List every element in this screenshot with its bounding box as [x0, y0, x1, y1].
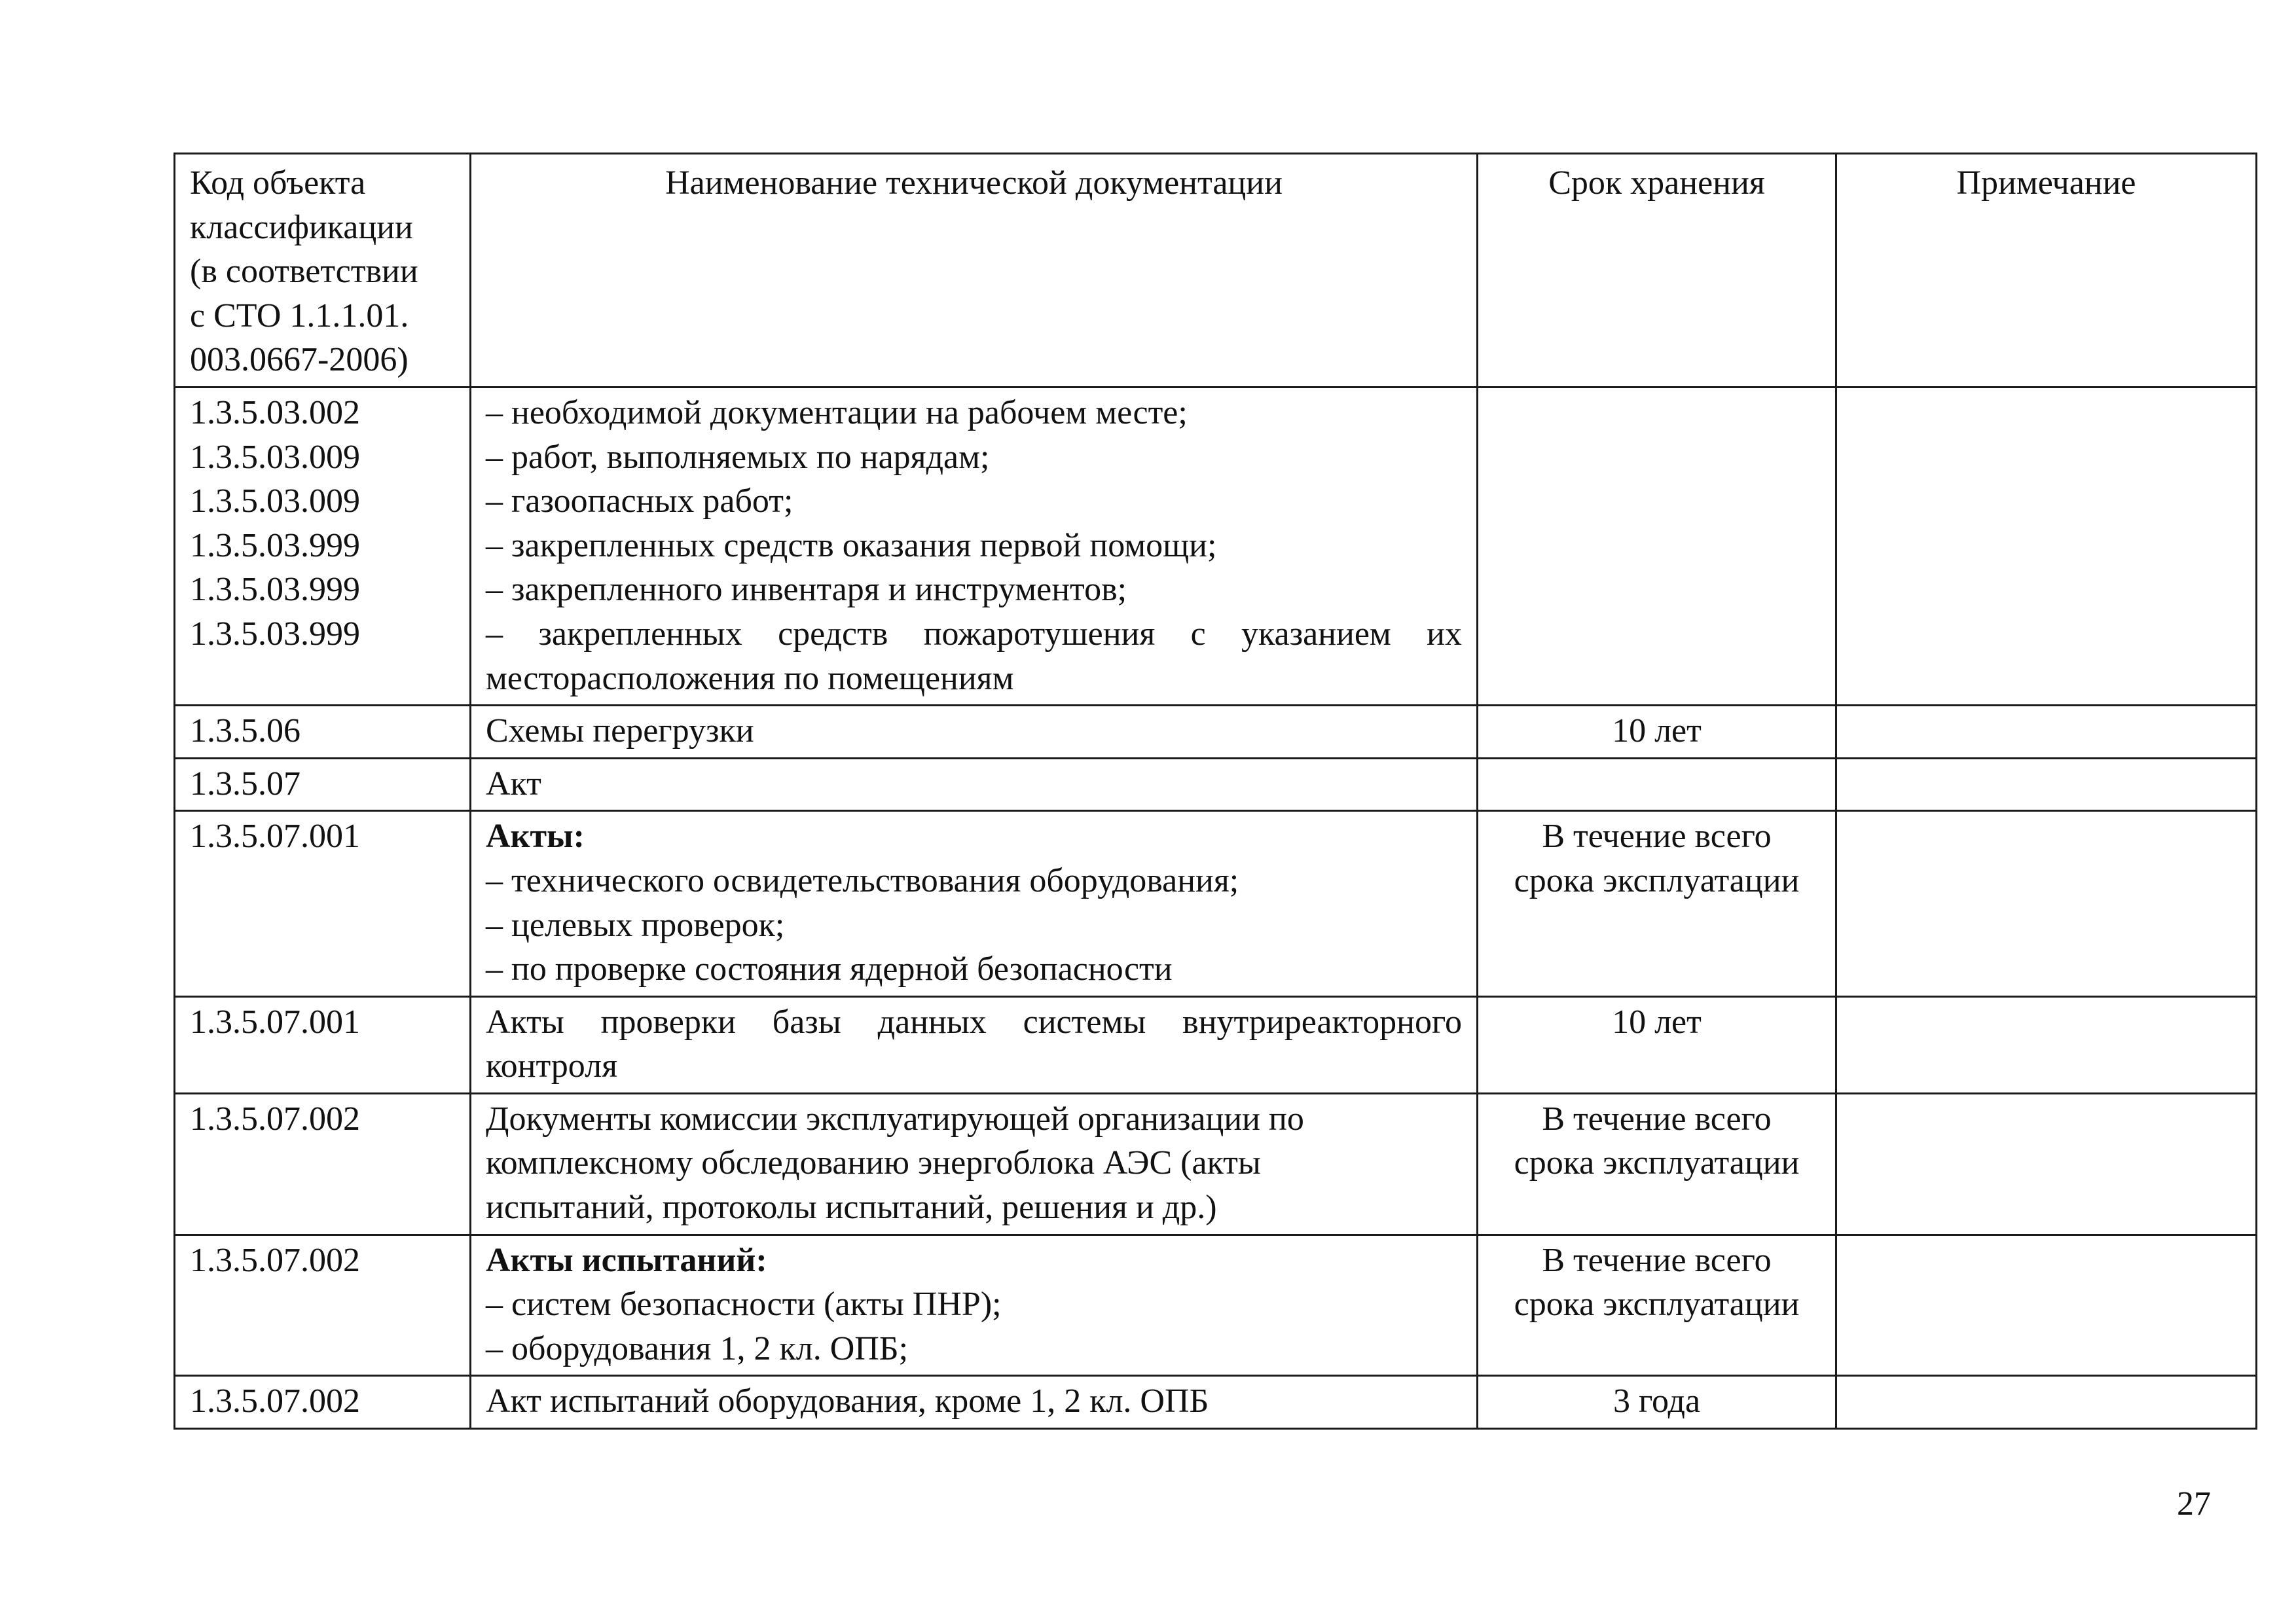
- cell-term: [1478, 811, 1836, 996]
- name-line: месторасположения по помещениям: [486, 659, 1014, 697]
- table-row: [175, 706, 2257, 759]
- cell-note: [1836, 1235, 2257, 1376]
- name-line: Акты проверки базы данных системы внутриреакторного: [486, 1003, 1462, 1041]
- cell-term: 10 лет: [1478, 996, 1836, 1093]
- header-code: [175, 154, 471, 388]
- term-line: срока эксплуатации: [1514, 1286, 1800, 1324]
- header-term: Срок хранения: [1478, 154, 1836, 388]
- code-line: 1.3.5.03.999: [190, 615, 360, 653]
- code-line: 1.3.5.03.002: [190, 393, 360, 431]
- cell-term: [1478, 758, 1836, 811]
- table-row: [175, 1235, 2257, 1376]
- table-row: [175, 811, 2257, 996]
- cell-term: 10 лет: [1478, 706, 1836, 759]
- table-row-section: [175, 758, 2257, 811]
- table-row: [175, 1093, 2257, 1235]
- name-line: – закрепленных средств пожаротушения с указанием их: [486, 615, 1462, 653]
- table-row: [175, 1376, 2257, 1429]
- table-header-row: [175, 154, 2257, 388]
- cell-name: [471, 996, 1478, 1093]
- cell-code: 1.3.5.07.001: [175, 996, 471, 1093]
- table-row: [175, 996, 2257, 1093]
- cell-note: [1836, 1376, 2257, 1429]
- code-line: 1.3.5.03.009: [190, 482, 360, 520]
- documentation-table: [173, 153, 2257, 1430]
- cell-code: 1.3.5.07: [175, 758, 471, 811]
- cell-name: [471, 811, 1478, 996]
- cell-code: 1.3.5.07.002: [175, 1235, 471, 1376]
- name-line: – закрепленных средств оказания первой помощи;: [486, 526, 1217, 564]
- header-code-line: с СТО 1.1.1.01.: [190, 297, 409, 334]
- name-line: – оборудования 1, 2 кл. ОПБ;: [486, 1329, 909, 1367]
- cell-note: [1836, 811, 2257, 996]
- cell-code: 1.3.5.07.001: [175, 811, 471, 996]
- name-line: – необходимой документации на рабочем месте;: [486, 393, 1188, 431]
- cell-note: [1836, 1093, 2257, 1235]
- term-line: срока эксплуатации: [1514, 1144, 1800, 1182]
- cell-term: [1478, 1093, 1836, 1235]
- cell-code: 1.3.5.07.002: [175, 1376, 471, 1429]
- cell-code: [175, 387, 471, 705]
- cell-term: [1478, 387, 1836, 705]
- cell-name: Акт: [471, 758, 1478, 811]
- term-line: В течение всего: [1542, 1241, 1772, 1279]
- cell-code: 1.3.5.06: [175, 706, 471, 759]
- name-line: – работ, выполняемых по нарядам;: [486, 438, 990, 476]
- header-name: Наименование технической документации: [471, 154, 1478, 388]
- header-code-line: (в соответствии: [190, 253, 418, 291]
- cell-term: 3 года: [1478, 1376, 1836, 1429]
- name-line: – технического освидетельствования оборудования;: [486, 861, 1239, 899]
- name-title: Акты испытаний:: [486, 1241, 767, 1279]
- cell-note: [1836, 706, 2257, 759]
- header-code-line: 003.0667-2006): [190, 341, 409, 379]
- header-code-line: классификации: [190, 208, 413, 246]
- table-row: [175, 387, 2257, 705]
- term-line: В течение всего: [1542, 818, 1772, 856]
- page-number: 27: [2177, 1485, 2211, 1523]
- name-line: – целевых проверок;: [486, 906, 785, 944]
- cell-name: Акт испытаний оборудования, кроме 1, 2 кл. ОПБ: [471, 1376, 1478, 1429]
- cell-note: [1836, 758, 2257, 811]
- code-line: 1.3.5.03.009: [190, 438, 360, 476]
- cell-name: [471, 1093, 1478, 1235]
- name-line: испытаний, протоколы испытаний, решения и др.): [486, 1189, 1217, 1227]
- term-line: срока эксплуатации: [1514, 861, 1800, 899]
- name-line: – газоопасных работ;: [486, 482, 793, 520]
- name-line: Документы комиссии эксплуатирующей организации по: [486, 1100, 1304, 1138]
- cell-name: Схемы перегрузки: [471, 706, 1478, 759]
- cell-note: [1836, 387, 2257, 705]
- cell-term: [1478, 1235, 1836, 1376]
- cell-name: [471, 387, 1478, 705]
- name-line: – систем безопасности (акты ПНР);: [486, 1286, 1002, 1324]
- name-line: – закрепленного инвентаря и инструментов;: [486, 571, 1127, 609]
- name-title: Акты:: [486, 818, 585, 856]
- code-line: 1.3.5.03.999: [190, 526, 360, 564]
- header-code-line: Код объекта: [190, 164, 366, 202]
- cell-note: [1836, 996, 2257, 1093]
- name-line: комплексному обследованию энергоблока АЭС (акты: [486, 1144, 1261, 1182]
- name-line: контроля: [486, 1047, 617, 1085]
- name-line: – по проверке состояния ядерной безопасности: [486, 950, 1173, 988]
- cell-code: 1.3.5.07.002: [175, 1093, 471, 1235]
- code-line: 1.3.5.03.999: [190, 571, 360, 609]
- term-line: В течение всего: [1542, 1100, 1772, 1138]
- header-note: Примечание: [1836, 154, 2257, 388]
- cell-name: [471, 1235, 1478, 1376]
